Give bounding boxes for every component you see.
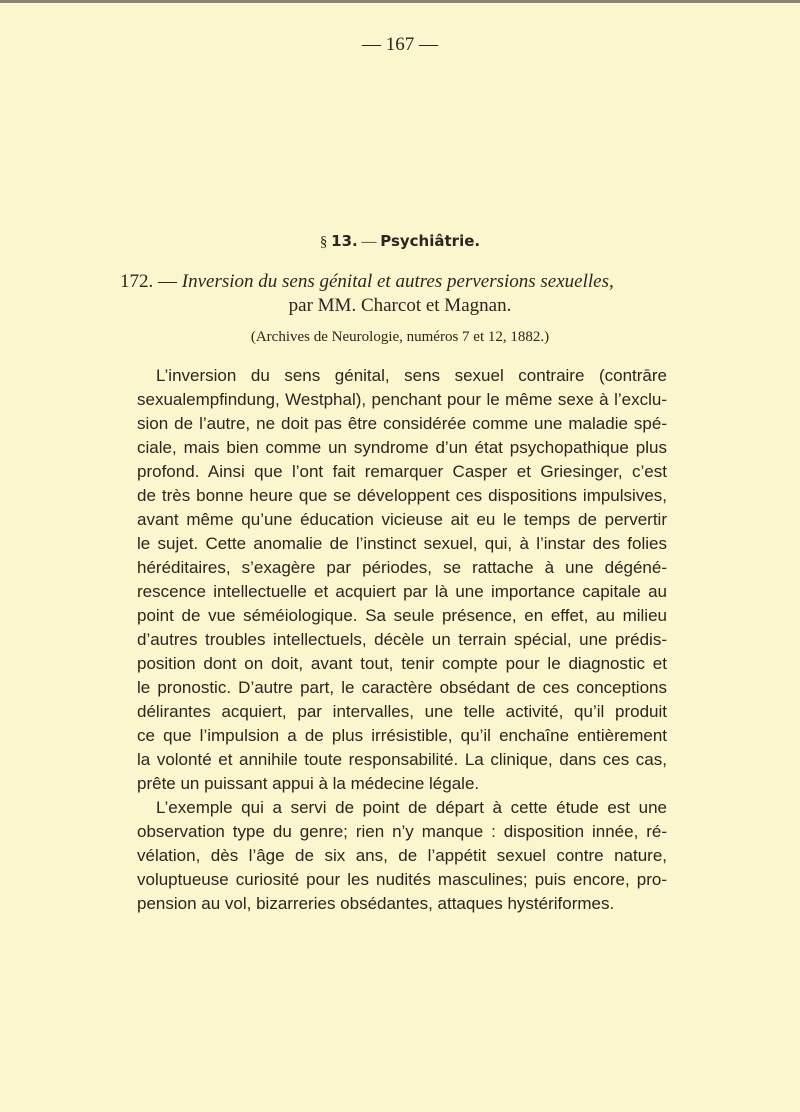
text-line: pension au vol, bizarreries obsédantes, attaques hystériformes. <box>137 894 615 913</box>
scan-edge <box>0 0 800 3</box>
article-source: (Archives de Neurologie, numéros 7 et 12, 1882.) <box>250 329 550 345</box>
section-name: Psychiâtrie. <box>380 232 481 250</box>
text-line: la volonté et annihile toute responsabilité. La clinique, dans ces cas, <box>137 750 667 769</box>
text-line: héréditaires, s’exagère par périodes, se rattache à une dégéné- <box>137 558 667 577</box>
text-line: vélation, dès l’âge de six ans, de l’appétit sexuel contre nature, <box>137 846 667 865</box>
section-symbol: § <box>319 234 328 250</box>
article-title-line1: Inversion du sens génital et autres perversions sexuelles, <box>181 271 614 292</box>
text-line: observation type du genre; rien n’y manque : disposition innée, ré- <box>137 822 667 841</box>
article-number: 172. <box>120 271 154 292</box>
text-line: de très bonne heure que se développent ces dispositions impulsives, <box>137 486 667 505</box>
article-dash: — <box>158 271 177 292</box>
text-line: le pronostic. D’autre part, le caractère obsédant de ces conceptions <box>137 678 667 697</box>
text-line: sexualempfindung, Westphal), penchant pour le même sexe à l’exclu- <box>137 390 667 409</box>
text-line: sion de l’autre, ne doit pas être considérée comme une maladie spé- <box>137 414 667 433</box>
body-text <box>137 364 667 916</box>
text-line: profond. Ainsi que l’ont fait remarquer Casper et Griesinger, c’est <box>137 462 667 481</box>
text-line: point de vue séméiologique. Sa seule présence, en effet, au milieu <box>137 606 667 625</box>
text-line: ce que l’impulsion a de plus irrésistible, qu’il enchaîne entièrement <box>137 726 667 745</box>
section-heading <box>0 232 800 251</box>
text-line: L’inversion du sens génital, sens sexuel contraire (contrāre <box>156 366 667 385</box>
page-number: — 167 — <box>362 34 438 55</box>
text-line: le sujet. Cette anomalie de l’instinct sexuel, qui, à l’instar des folies <box>137 534 667 553</box>
text-line: voluptueuse curiosité pour les nudités masculines; puis encore, pro- <box>137 870 667 889</box>
text-line: prête un puissant appui à la médecine légale. <box>137 774 480 793</box>
article-title <box>120 270 680 318</box>
text-line: L’exemple qui a servi de point de départ à cette étude est une <box>156 798 667 817</box>
text-line: délirantes acquiert, par intervalles, une telle activité, qu’il produit <box>137 702 667 721</box>
text-line: position dont on doit, avant tout, tenir compte pour le diagnostic et <box>137 654 667 673</box>
text-line: ciale, mais bien comme un syndrome d’un état psychopathique plus <box>137 438 667 457</box>
section-dash: — <box>361 234 377 250</box>
text-line: rescence intellectuelle et acquiert par là une importance capitale au <box>137 582 667 601</box>
text-line: avant même qu’une éducation vicieuse ait eu le temps de pervertir <box>137 510 667 529</box>
text-line: d’autres troubles intellectuels, décèle un terrain spécial, une prédis- <box>137 630 667 649</box>
article-authors: par MM. Charcot et Magnan. <box>288 295 512 316</box>
section-number: 13. <box>331 232 358 250</box>
